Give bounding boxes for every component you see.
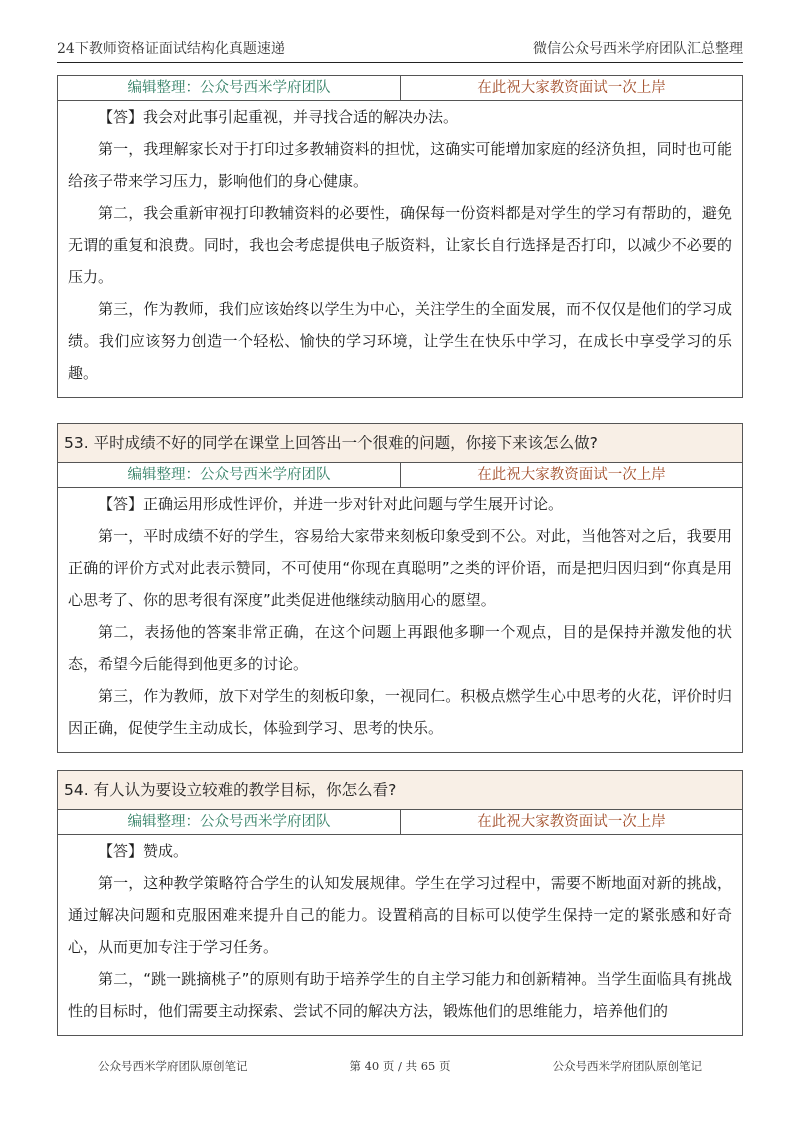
answer-paragraph: 第一，这种教学策略符合学生的认知发展规律。学生在学习过程中，需要不断地面对新的挑战，通过解决问题和克服困难来提升自己的能力。设置稍高的目标可以使学生保持一定的紧张感和好奇心，从而更加专注于学习任务。 bbox=[68, 874, 732, 956]
answer-block-52 bbox=[57, 75, 743, 398]
footer-right: 公众号西米学府团队原创笔记 bbox=[552, 1059, 702, 1073]
answer-heading: 【答】我会对此事引起重视，并寻找合适的解决办法。 bbox=[98, 108, 459, 126]
source-row bbox=[58, 810, 742, 835]
footer-left: 公众号西米学府团队原创笔记 bbox=[98, 1059, 248, 1073]
answer-body bbox=[58, 835, 742, 1035]
question-title: 54. 有人认为要设立较难的教学目标，你怎么看? bbox=[58, 771, 742, 810]
page-number: 第 40 页 / 共 65 页 bbox=[349, 1059, 451, 1073]
answer-paragraph: 第一，平时成绩不好的学生，容易给大家带来刻板印象受到不公。对此，当他答对之后，我要用正确的评价方式对此表示赞同，不可使用“你现在真聪明”之类的评价语，而是把归因归到“你真是用心思考了、你的思考很有深度”此类促进他继续动脑用心的愿望。 bbox=[68, 527, 732, 609]
wish-text: 在此祝大家教资面试一次上岸 bbox=[477, 467, 666, 483]
source-row bbox=[58, 76, 742, 101]
question-title: 53. 平时成绩不好的同学在课堂上回答出一个很难的问题，你接下来该怎么做? bbox=[58, 424, 742, 463]
editor-credit: 编辑整理：公众号西米学府团队 bbox=[58, 810, 401, 834]
editor-credit: 编辑整理：公众号西米学府团队 bbox=[58, 76, 401, 100]
answer-paragraph: 第二，表扬他的答案非常正确，在这个问题上再跟他多聊一个观点，目的是保持并激发他的状态，希望今后能得到他更多的讨论。 bbox=[68, 623, 732, 673]
answer-heading: 【答】正确运用形成性评价，并进一步对针对此问题与学生展开讨论。 bbox=[98, 495, 564, 513]
answer-paragraph: 第二，“跳一跳摘桃子”的原则有助于培养学生的自主学习能力和创新精神。当学生面临具有挑战性的目标时，他们需要主动探索、尝试不同的解决方法，锻炼他们的思维能力，培养他们的 bbox=[68, 970, 732, 1020]
answer-paragraph: 第三，作为教师，放下对学生的刻板印象，一视同仁。积极点燃学生心中思考的火花，评价时归因正确，促使学生主动成长，体验到学习、思考的快乐。 bbox=[68, 687, 732, 737]
answer-paragraph: 第二，我会重新审视打印教辅资料的必要性，确保每一份资料都是对学生的学习有帮助的，避免无谓的重复和浪费。同时，我也会考虑提供电子版资料，让家长自行选择是否打印，以减少不必要的压力。 bbox=[68, 204, 732, 286]
question-block-53 bbox=[57, 423, 743, 753]
answer-heading: 【答】赞成。 bbox=[98, 842, 189, 860]
answer-body bbox=[58, 488, 742, 752]
page-header bbox=[57, 32, 743, 63]
answer-body bbox=[58, 101, 742, 397]
header-title: 24下教师资格证面试结构化真题速递 bbox=[57, 41, 285, 57]
wish-text: 在此祝大家教资面试一次上岸 bbox=[477, 814, 666, 830]
editor-credit: 编辑整理：公众号西米学府团队 bbox=[58, 463, 401, 487]
header-source: 微信公众号西米学府团队汇总整理 bbox=[533, 41, 743, 57]
answer-paragraph: 第一，我理解家长对于打印过多教辅资料的担忧，这确实可能增加家庭的经济负担，同时也可能给孩子带来学习压力，影响他们的身心健康。 bbox=[68, 140, 732, 190]
page-footer bbox=[0, 1058, 800, 1078]
question-block-54 bbox=[57, 770, 743, 1036]
wish-text: 在此祝大家教资面试一次上岸 bbox=[477, 80, 666, 96]
source-row bbox=[58, 463, 742, 488]
answer-paragraph: 第三，作为教师，我们应该始终以学生为中心，关注学生的全面发展，而不仅仅是他们的学习成绩。我们应该努力创造一个轻松、愉快的学习环境，让学生在快乐中学习，在成长中享受学习的乐趣。 bbox=[68, 300, 732, 382]
